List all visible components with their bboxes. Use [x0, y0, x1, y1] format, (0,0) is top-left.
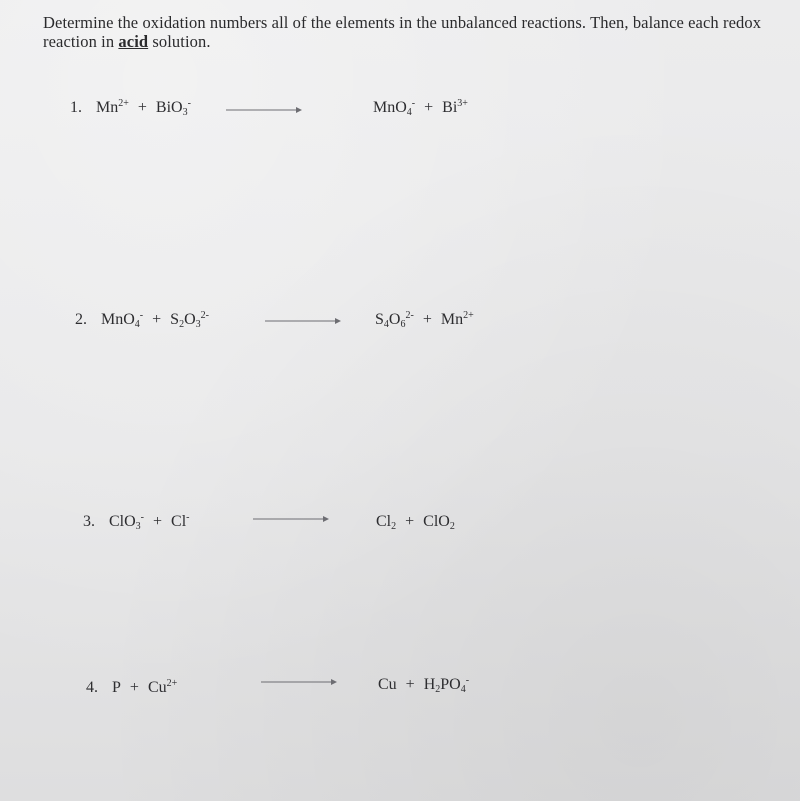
subscript: 2: [179, 319, 185, 330]
reaction-4-product-2: [424, 676, 469, 693]
reaction-2-reactant-1: [101, 311, 143, 328]
reaction-1-product-1: [373, 99, 415, 116]
reaction-number: 2.: [75, 311, 87, 328]
instructions-lead: Determine the oxidation numbers all of the elements in the unbalanced reactions. Then, balance each redox reaction in: [43, 13, 762, 51]
reaction-1-reactant-1: [96, 99, 129, 116]
plus-sign: +: [405, 513, 415, 530]
reaction-4-product-1: [378, 676, 397, 693]
formula-text: MnO: [101, 311, 135, 328]
formula-text: H: [423, 676, 436, 693]
subscript: 3: [182, 107, 188, 118]
charge-superscript: -: [186, 512, 190, 523]
reaction-3-product-2: [423, 513, 455, 530]
formula-text: S: [170, 311, 180, 328]
charge-superscript: 2-: [200, 310, 209, 321]
charge-superscript: -: [465, 675, 470, 686]
reaction-number: 3.: [83, 513, 95, 530]
reaction-1-reactants: [70, 99, 191, 117]
reaction-2-product-1: [375, 311, 414, 328]
charge-superscript: -: [411, 98, 416, 109]
formula-text: Cl: [376, 513, 392, 530]
plus-sign: +: [424, 99, 434, 116]
plus-sign: +: [152, 311, 162, 328]
subscript: 3: [135, 521, 141, 532]
formula-text: O: [388, 311, 401, 328]
arrow-icon: [261, 677, 337, 687]
formula-text: Mn: [96, 99, 119, 116]
reaction-2-reactant-2: [170, 311, 209, 328]
reaction-2-product-2: [441, 311, 474, 328]
formula-text: Mn: [440, 311, 464, 328]
formula-text: O: [184, 311, 196, 328]
subscript: 4: [460, 684, 466, 695]
charge-superscript: 2+: [118, 98, 129, 109]
plus-sign: +: [129, 679, 139, 696]
reaction-3-reactants: [83, 513, 190, 531]
reaction-3-products: [376, 513, 455, 531]
reaction-4-reactants: [86, 679, 177, 697]
reaction-1-product-2: [442, 99, 468, 116]
subscript: 4: [406, 107, 412, 118]
subscript: 6: [400, 319, 406, 330]
reaction-4-arrow: [261, 677, 337, 687]
formula-text: MnO: [373, 99, 407, 116]
formula-text: Cl: [171, 513, 187, 530]
subscript: 2: [391, 521, 397, 532]
reaction-number: 4.: [86, 679, 98, 696]
subscript: 2: [449, 521, 455, 532]
reaction-3-arrow: [253, 514, 329, 524]
reaction-4-reactant-2: [148, 679, 177, 696]
reaction-1-arrow: [226, 105, 302, 115]
formula-text: Cu: [147, 679, 167, 696]
formula-text: ClO: [109, 513, 136, 530]
reaction-3-reactant-1: [109, 513, 144, 530]
charge-superscript: 2+: [463, 310, 474, 321]
reaction-3-reactant-2: [171, 513, 189, 530]
reaction-2-reactants: [75, 311, 209, 329]
plus-sign: +: [405, 676, 415, 693]
charge-superscript: -: [139, 310, 144, 321]
arrow-icon: [265, 316, 341, 326]
reaction-4-products: [378, 676, 469, 694]
formula-text: ClO: [423, 513, 450, 530]
instructions-acid-keyword: acid: [118, 32, 149, 51]
reaction-3-product-1: [376, 513, 396, 530]
charge-superscript: 2-: [405, 310, 414, 321]
plus-sign: +: [153, 513, 163, 530]
formula-text: S: [375, 311, 384, 328]
reaction-1-products: [373, 99, 468, 117]
instructions-text: [43, 13, 763, 51]
arrow-icon: [226, 105, 302, 115]
plus-sign: +: [137, 99, 147, 116]
charge-superscript: 2+: [166, 678, 178, 689]
subscript: 4: [383, 319, 389, 330]
plus-sign: +: [422, 311, 432, 328]
subscript: 2: [435, 684, 441, 695]
charge-superscript: -: [187, 98, 191, 109]
reaction-1-reactant-2: [156, 99, 191, 116]
reaction-2-arrow: [265, 316, 341, 326]
subscript: 3: [195, 319, 201, 330]
reaction-4-reactant-1: [112, 679, 121, 696]
instructions-tail: solution.: [148, 32, 211, 51]
reaction-number: 1.: [70, 99, 82, 116]
charge-superscript: 3+: [457, 98, 468, 109]
formula-text: P: [112, 679, 121, 696]
formula-text: Cu: [378, 676, 397, 693]
formula-text: BiO: [155, 99, 183, 116]
formula-text: PO: [440, 676, 461, 693]
arrow-icon: [253, 514, 329, 524]
reaction-2-products: [375, 311, 474, 329]
charge-superscript: -: [140, 512, 145, 523]
formula-text: Bi: [442, 99, 458, 116]
subscript: 4: [134, 319, 140, 330]
